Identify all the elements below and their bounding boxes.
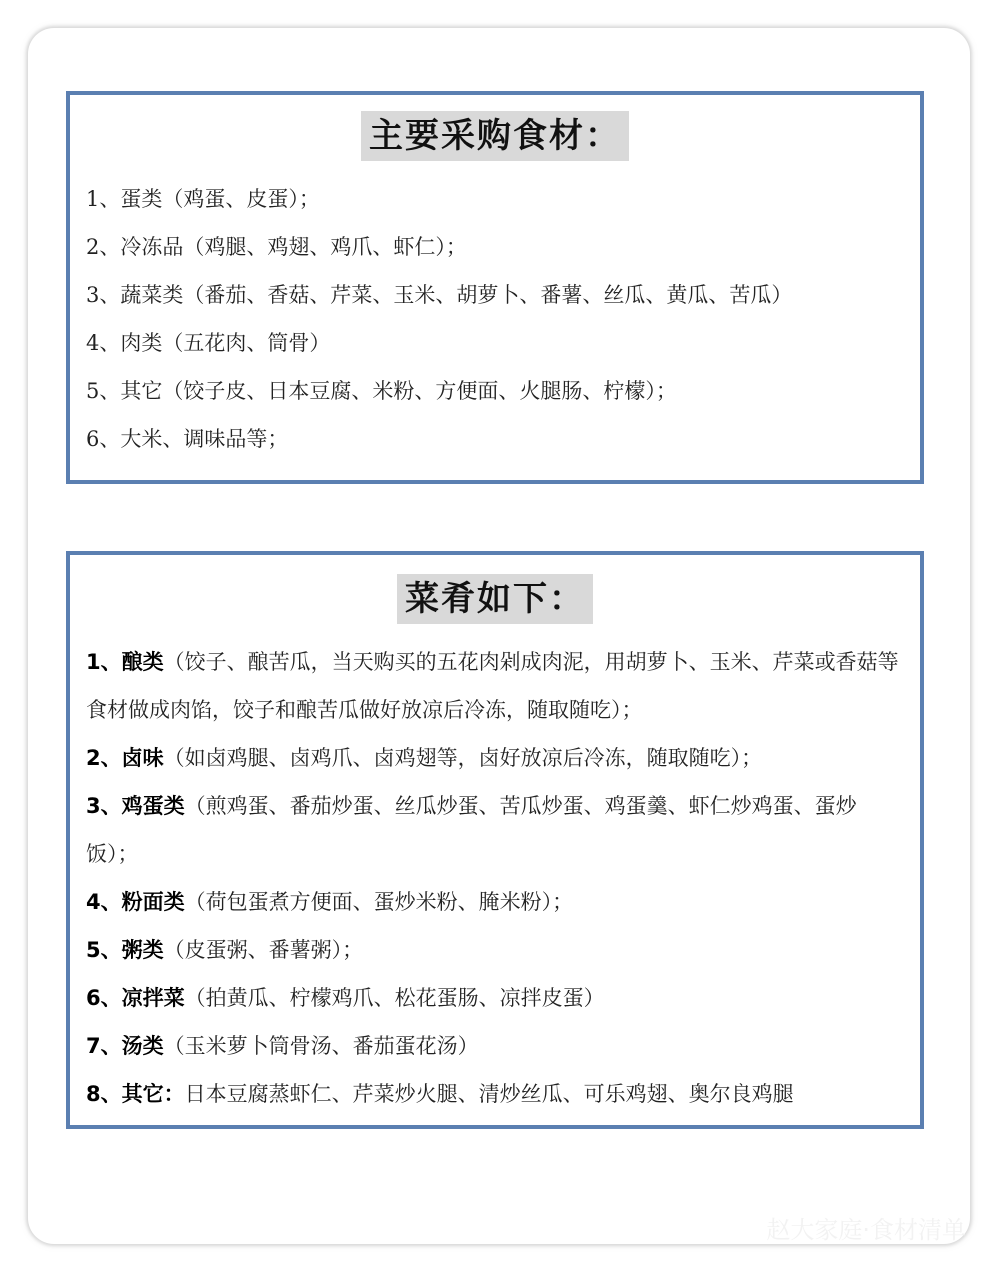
dish-text: （煎鸡蛋、番茄炒蛋、丝瓜炒蛋、苦瓜炒蛋、鸡蛋羹、虾仁炒鸡蛋、蛋炒饭）； [86, 794, 857, 866]
dish-item [86, 1070, 906, 1118]
dish-text: （拍黄瓜、柠檬鸡爪、松花蛋肠、凉拌皮蛋） [184, 986, 605, 1010]
dish-item [86, 638, 906, 734]
purchase-item: 3、蔬菜类（番茄、香菇、芹菜、玉米、胡萝卜、番薯、丝瓜、黄瓜、苦瓜） [86, 283, 793, 307]
dish-item [86, 782, 906, 878]
purchase-item: 4、肉类（五花肉、筒骨） [86, 331, 331, 355]
purchase-title-wrap [70, 111, 920, 161]
dish-text: （皮蛋粥、番薯粥）； [163, 938, 364, 962]
purchase-item: 5、其它（饺子皮、日本豆腐、米粉、方便面、火腿肠、柠檬）； [86, 379, 677, 403]
dish-text: （荷包蛋煮方便面、蛋炒米粉、腌米粉）； [184, 890, 574, 914]
dish-label: 8、其它： [86, 1082, 185, 1106]
dish-label: 7、汤类 [86, 1034, 164, 1058]
dish-text: （饺子、酿苦瓜，当天购买的五花肉剁成肉泥，用胡萝卜、玉米、芹菜或香菇等食材做成肉馅，饺子和酿苦瓜做好放凉后冷冻，随取随吃）； [86, 650, 899, 722]
dishes-title: 菜肴如下： [397, 574, 593, 624]
dish-label: 6、凉拌菜 [86, 986, 185, 1010]
dishes-list [70, 638, 920, 1118]
dish-label: 5、粥类 [86, 938, 164, 962]
dishes-title-wrap [70, 574, 920, 624]
dish-label: 3、鸡蛋类 [86, 794, 185, 818]
purchase-section [66, 91, 924, 484]
dish-text: （玉米萝卜筒骨汤、番茄蛋花汤） [163, 1034, 479, 1058]
purchase-item: 6、大米、调味品等； [86, 427, 289, 451]
dish-label: 2、卤味 [86, 746, 164, 770]
dish-item [86, 926, 906, 974]
dish-item [86, 878, 906, 926]
dish-text: 日本豆腐蒸虾仁、芹菜炒火腿、清炒丝瓜、可乐鸡翅、奥尔良鸡腿 [184, 1082, 794, 1106]
purchase-list [70, 175, 920, 463]
dish-text: （如卤鸡腿、卤鸡爪、卤鸡翅等，卤好放凉后冷冻，随取随吃）； [163, 746, 763, 770]
dish-item [86, 734, 906, 782]
purchase-title: 主要采购食材： [361, 111, 629, 161]
watermark: 赵大家庭·食材清单 [766, 1216, 966, 1244]
dishes-section [66, 551, 924, 1129]
dish-label: 1、酿类 [86, 650, 164, 674]
purchase-item: 2、冷冻品（鸡腿、鸡翅、鸡爪、虾仁）； [86, 235, 467, 259]
dish-item [86, 974, 906, 1022]
purchase-item: 1、蛋类（鸡蛋、皮蛋）； [86, 187, 320, 211]
dish-item [86, 1022, 906, 1070]
dish-label: 4、粉面类 [86, 890, 185, 914]
